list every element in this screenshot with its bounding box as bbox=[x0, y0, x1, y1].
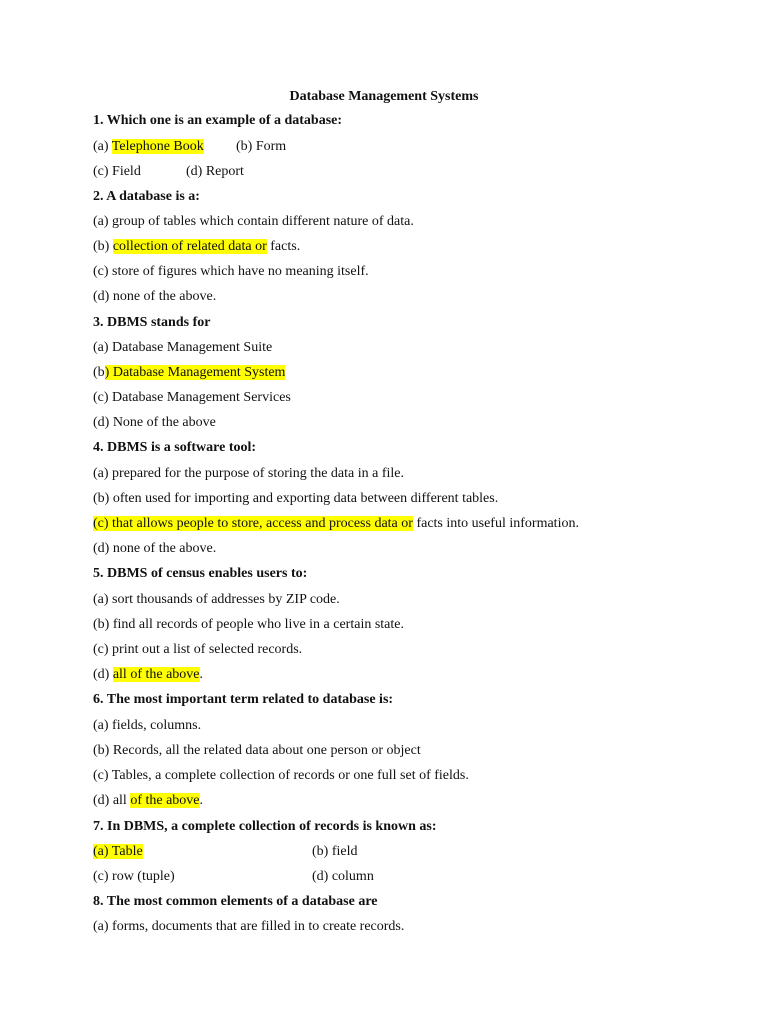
question-7: 7. In DBMS, a complete collection of records is known as: bbox=[93, 819, 437, 834]
q3-option-b bbox=[93, 364, 285, 382]
q4-option-a: (a) prepared for the purpose of storing the data in a file. bbox=[93, 466, 404, 481]
q3-option-c: (c) Database Management Services bbox=[93, 390, 291, 405]
q5-option-b: (b) find all records of people who live in a certain state. bbox=[93, 617, 404, 632]
q3-option-d: (d) None of the above bbox=[93, 415, 216, 430]
q4-option-b: (b) often used for importing and exporting data between different tables. bbox=[93, 491, 499, 506]
q7-option-a bbox=[93, 843, 143, 861]
document-title: Database Management Systems bbox=[289, 89, 479, 104]
q6-option-d-suffix: . bbox=[199, 793, 204, 808]
question-2: 2. A database is a: bbox=[93, 189, 200, 204]
q6-option-c: (c) Tables, a complete collection of records or one full set of fields. bbox=[93, 768, 469, 783]
q6-option-a: (a) fields, columns. bbox=[93, 718, 202, 733]
q1-option-a-highlight: Telephone Book bbox=[111, 139, 204, 154]
q2-option-b-prefix: (b) bbox=[93, 239, 113, 254]
q5-option-d-highlight: all of the above bbox=[112, 667, 200, 682]
question-8: 8. The most common elements of a database are bbox=[93, 894, 378, 909]
q4-option-c-highlight: (c) that allows people to store, access and process data or bbox=[93, 516, 413, 531]
q8-option-a: (a) forms, documents that are filled in to create records. bbox=[93, 919, 405, 934]
q7-option-b: (b) field bbox=[312, 844, 358, 859]
q1-option-b: (b) Form bbox=[236, 139, 287, 154]
q1-option-c: (c) Field bbox=[93, 164, 141, 179]
question-1: 1. Which one is an example of a database: bbox=[93, 113, 343, 128]
q7-option-a-highlight: (a) Table bbox=[93, 844, 143, 859]
question-6: 6. The most important term related to database is: bbox=[93, 692, 394, 707]
q2-option-d: (d) none of the above. bbox=[93, 289, 217, 304]
q5-option-d-prefix: (d) bbox=[93, 667, 113, 682]
q4-option-c bbox=[93, 515, 579, 533]
q2-option-c: (c) store of figures which have no meaning itself. bbox=[93, 264, 369, 279]
q3-option-b-prefix: (b bbox=[93, 365, 105, 380]
q6-option-d-prefix: (d) all bbox=[93, 793, 131, 808]
q2-option-b bbox=[93, 238, 300, 256]
q6-option-d bbox=[93, 792, 203, 810]
question-4: 4. DBMS is a software tool: bbox=[93, 440, 257, 455]
q5-option-d bbox=[93, 666, 203, 684]
q3-option-b-highlight: ) Database Management System bbox=[104, 365, 286, 380]
question-3: 3. DBMS stands for bbox=[93, 315, 211, 330]
q6-option-d-highlight: of the above bbox=[130, 793, 200, 808]
q6-option-b: (b) Records, all the related data about one person or object bbox=[93, 743, 421, 758]
q4-option-c-suffix: facts into useful information. bbox=[412, 516, 579, 531]
q5-option-c: (c) print out a list of selected records. bbox=[93, 642, 303, 657]
q7-option-d: (d) column bbox=[312, 869, 374, 884]
q2-option-a: (a) group of tables which contain different nature of data. bbox=[93, 214, 414, 229]
q5-option-a: (a) sort thousands of addresses by ZIP code. bbox=[93, 592, 340, 607]
q2-option-b-highlight: collection of related data or bbox=[112, 239, 267, 254]
question-5: 5. DBMS of census enables users to: bbox=[93, 566, 308, 581]
q1-option-a-prefix: (a) bbox=[93, 139, 112, 154]
q5-option-d-suffix: . bbox=[199, 667, 204, 682]
q3-option-a: (a) Database Management Suite bbox=[93, 340, 273, 355]
q7-option-c: (c) row (tuple) bbox=[93, 869, 175, 884]
q2-option-b-suffix: facts. bbox=[266, 239, 301, 254]
q1-option-a bbox=[93, 138, 204, 156]
q1-option-d: (d) Report bbox=[186, 164, 244, 179]
q4-option-d: (d) none of the above. bbox=[93, 541, 217, 556]
